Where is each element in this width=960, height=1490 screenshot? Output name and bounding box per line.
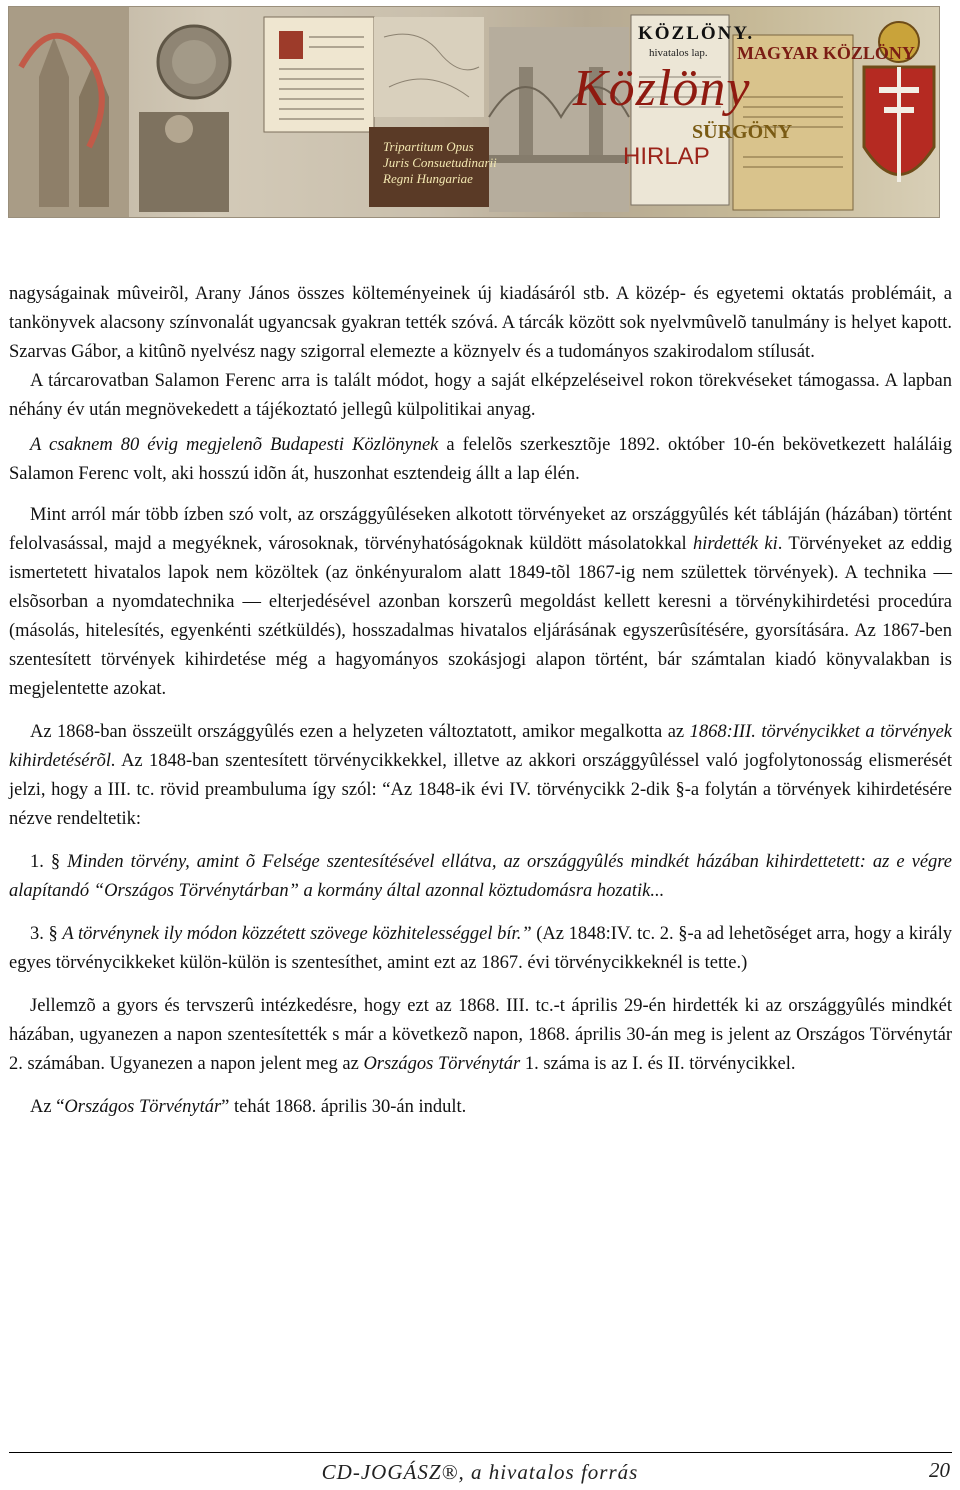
paragraph (9, 848, 952, 906)
banner-kozlony-small: KÖZLÖNY. (638, 23, 755, 44)
italic-run: Országos Törvénytár (64, 1097, 222, 1117)
banner-surgony: SÜRGÖNY (692, 121, 793, 143)
italic-run: Minden törvény, amint õ Felsége szentesítésével ellátva, az országgyûlés mindkét házában kihirdettetett: az e végre alapítandó “Országos Törvénytárban” a kormány által azonnal köztudomásra hozatik... (9, 852, 952, 901)
italic-run: A csaknem 80 évig megjelenõ Budapesti Közlönynek (30, 435, 439, 455)
text-run: . Törvényeket az eddig ismertetett hivatalos lapok nem közöltek (az önkényuralom alatt 1849-tõl 1867-ig nem születtek törvények). A technika — elsõsorban a nyomdatechnika — elterjedésével azonban korszerû megoldást kellett keresni a törvénykihirdetési procedúra (másolás, hitelesítés, egyenkénti szétküldés), hosszadalmas hivatalos eljárásának egyszerûsítésére, gyorsítására. Az 1867-ben szentesített törvények kihirdetése még a hagyományos szokásjogi alapon történt, bár számtalan kiadó könyvalakban is megjelentette azokat. (9, 534, 952, 699)
paragraph (9, 992, 952, 1079)
text-run: Az 1848-ban szentesített törvénycikkekkel, illetve az akkori országgyûléssel való jogfolytonosság elismerését jelzi, hogy a III. tc. rövid preambuluma így szól: “Az 1848-ik évi IV. törvénycikk 2-dik §-a folytán a törvények kihirdetésére nézve rendeltetik: (9, 751, 952, 829)
text-run: A tárcarovatban Salamon Ferenc arra is talált módot, hogy a saját elképzeléseivel rokon törekvéseket támogassa. A lapban néhány év után megnövekedett a tájékoztató jellegû külpolitikai anyag. (9, 371, 952, 420)
paragraph (9, 501, 952, 704)
text-run: a felelõs szerkesztõje 1892. október 10-én bekövetkezett haláláig Salamon Ferenc volt, aki hosszú idõn át, huszonhat esztendeig állt a lap élén. (9, 435, 952, 484)
text-run: 1. száma is az I. és II. törvénycikkel. (520, 1054, 796, 1074)
text-run: nagyságainak mûveirõl, Arany János összes költeményeinek új kiadásáról stb. A közép- és egyetemi oktatás problémáit, a tankönyvek alacsony színvonalát ugyancsak gyakran tették szóvá. A tárcák között sok nyelvmûvelõ tanulmány is helyet kapott. Szarvas Gábor, a kitûnõ nyelvész nagy szigorral elemezte a köznyelv és a tudományos szakirodalom stílusát. (9, 284, 952, 362)
paragraph (9, 718, 952, 834)
text-run: Jellemzõ a gyors és tervszerû intézkedésre, hogy ezt az 1868. III. tc.-t április 29-én hirdették ki az országgyûlés mindkét házában, ugyanezen a napon szentesítették s már a következõ napon, 1868. április 30-án meg is jelent az Országos Törvénytár 2. számában. Ugyanezen a napon jelent meg az (9, 996, 952, 1074)
text-run: 1. § (30, 852, 68, 872)
footer-source: CD-JOGÁSZ®, a hivatalos forrás (321, 1460, 639, 1484)
paragraph (9, 431, 952, 489)
banner-title: Közlöny (573, 60, 751, 117)
text-run: 3. § (30, 924, 63, 944)
banner-hirlap: HIRLAP (623, 143, 710, 170)
footer-divider (9, 1452, 952, 1453)
header-banner (8, 6, 940, 218)
paragraph (9, 367, 952, 425)
tripartitum-line: Regni Hungariae (383, 171, 473, 186)
italic-run: 1868:III. törvénycikket a törvények kihirdetésérõl. (9, 722, 953, 771)
text-run: Az “ (30, 1097, 65, 1117)
text-run: ” tehát 1868. április 30-án indult. (221, 1097, 467, 1117)
tripartitum-line: Juris Consuetudinarii (383, 155, 497, 170)
paragraph (9, 1093, 952, 1122)
italic-run: hirdették ki (693, 534, 778, 554)
banner-magyar-kozlony: MAGYAR KÖZLÖNY (737, 43, 915, 63)
paragraph (9, 280, 952, 367)
banner-tripartitum (383, 139, 497, 187)
paragraph (9, 920, 952, 978)
tripartitum-line: Tripartitum Opus (383, 139, 474, 154)
banner-hivatalos-lap: hivatalos lap. (649, 47, 708, 59)
text-run: (Az 1848:IV. tc. 2. §-a ad lehetõséget arra, hogy a király egyes törvénycikkeket külön-külön is szentesíthet, amint ezt az 1867. évi törvénycikkeknél is tette.) (9, 924, 953, 973)
document-body (9, 280, 952, 1130)
text-run: Az 1868-ban összeült országgyûlés ezen a helyzeten változtatott, amikor megalkotta az (30, 722, 690, 742)
text-run: Mint arról már több ízben szó volt, az országgyûléseken alkotott törvényeket az országgyûlés két tábláján (házában) történt felolvasással, majd a megyéknek, városoknak, törvényhatóságoknak küldött másolatokkal (9, 505, 952, 554)
italic-run: Országos Törvénytár (363, 1054, 521, 1074)
italic-run: A törvénynek ily módon közzétett szövege közhitelességgel bír.” (62, 924, 532, 944)
page-number: 20 (929, 1458, 950, 1482)
